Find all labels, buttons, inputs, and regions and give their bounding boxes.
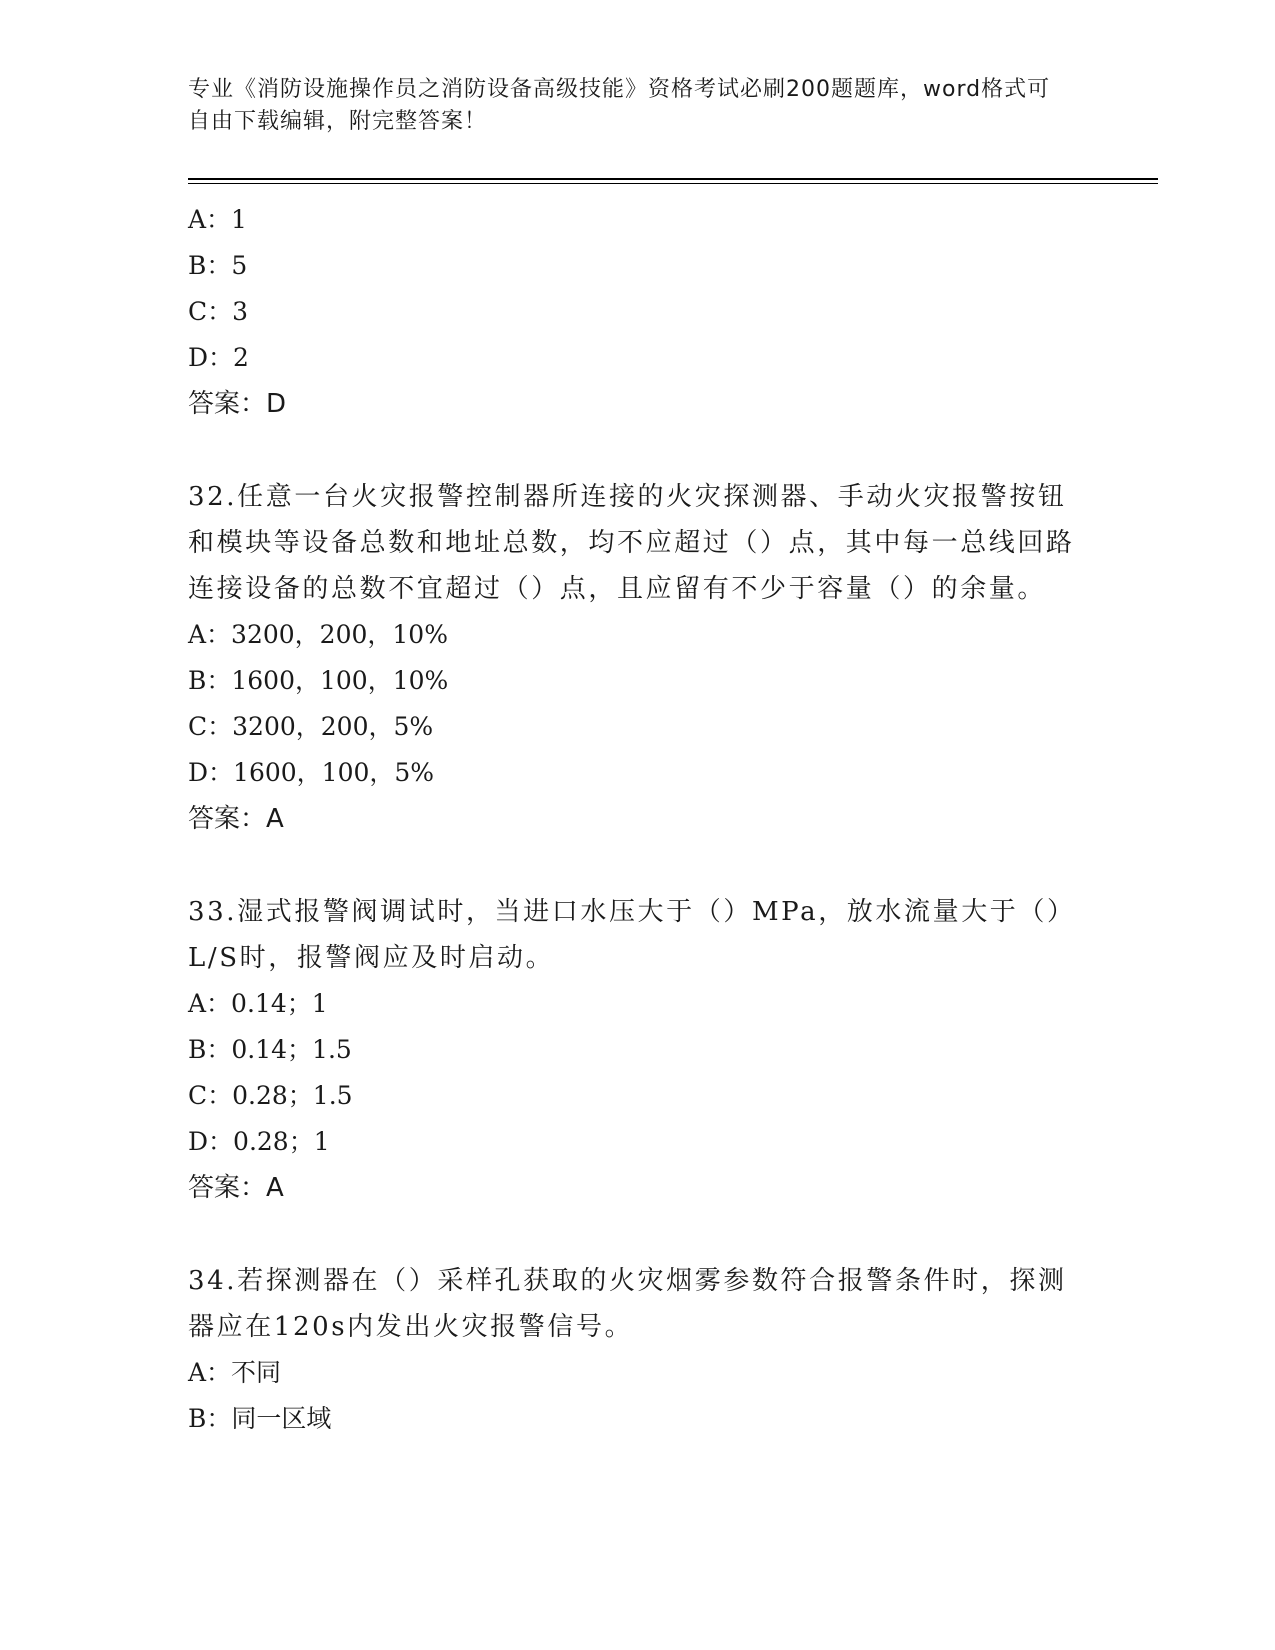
option-d: D：1600，100，5%: [188, 758, 435, 787]
question-text: 34.若探测器在（）采样孔获取的火灾烟雾参数符合报警条件时，探测器应在120s内发出火灾报警信号。: [188, 1266, 1067, 1342]
option-b: B：0.14；1.5: [188, 1035, 352, 1064]
answer: 答案：A: [188, 804, 284, 834]
option-b: B：5: [188, 251, 248, 280]
question-31-block: [188, 197, 1088, 427]
document-header: 专业《消防设施操作员之消防设备高级技能》资格考试必刷200题题库，word格式可自由下载编辑，附完整答案！: [188, 77, 1051, 134]
option-d: D：0.28；1: [188, 1127, 330, 1156]
question-32-block: [188, 474, 1088, 842]
option-a: A：不同: [188, 1358, 282, 1387]
option-a: A：1: [188, 205, 247, 234]
question-34-block: [188, 1258, 1088, 1442]
option-b: B：1600，100，10%: [188, 666, 449, 695]
answer: 答案：A: [188, 1173, 284, 1203]
option-b: B：同一区域: [188, 1404, 332, 1433]
option-a: A：3200，200，10%: [188, 620, 448, 649]
option-a: A：0.14；1: [188, 989, 328, 1018]
header-rule-thin: [188, 183, 1158, 184]
answer: 答案：D: [188, 389, 287, 419]
option-c: C：3: [188, 297, 249, 326]
question-text: 33.湿式报警阀调试时，当进口水压大于（）MPa，放水流量大于（）L/S时，报警阀应及时启动。: [188, 897, 1076, 973]
header-rule-thick: [188, 178, 1158, 180]
question-33-block: [188, 889, 1088, 1211]
question-text: 32.任意一台火灾报警控制器所连接的火灾探测器、手动火灾报警按钮和模块等设备总数和地址总数，均不应超过（）点，其中每一总线回路连接设备的总数不宜超过（）点，且应留有不少于容量（）的余量。: [188, 482, 1075, 604]
option-d: D：2: [188, 343, 249, 372]
question-content: [188, 197, 1088, 1442]
option-c: C：0.28；1.5: [188, 1081, 353, 1110]
option-c: C：3200，200，5%: [188, 712, 434, 741]
